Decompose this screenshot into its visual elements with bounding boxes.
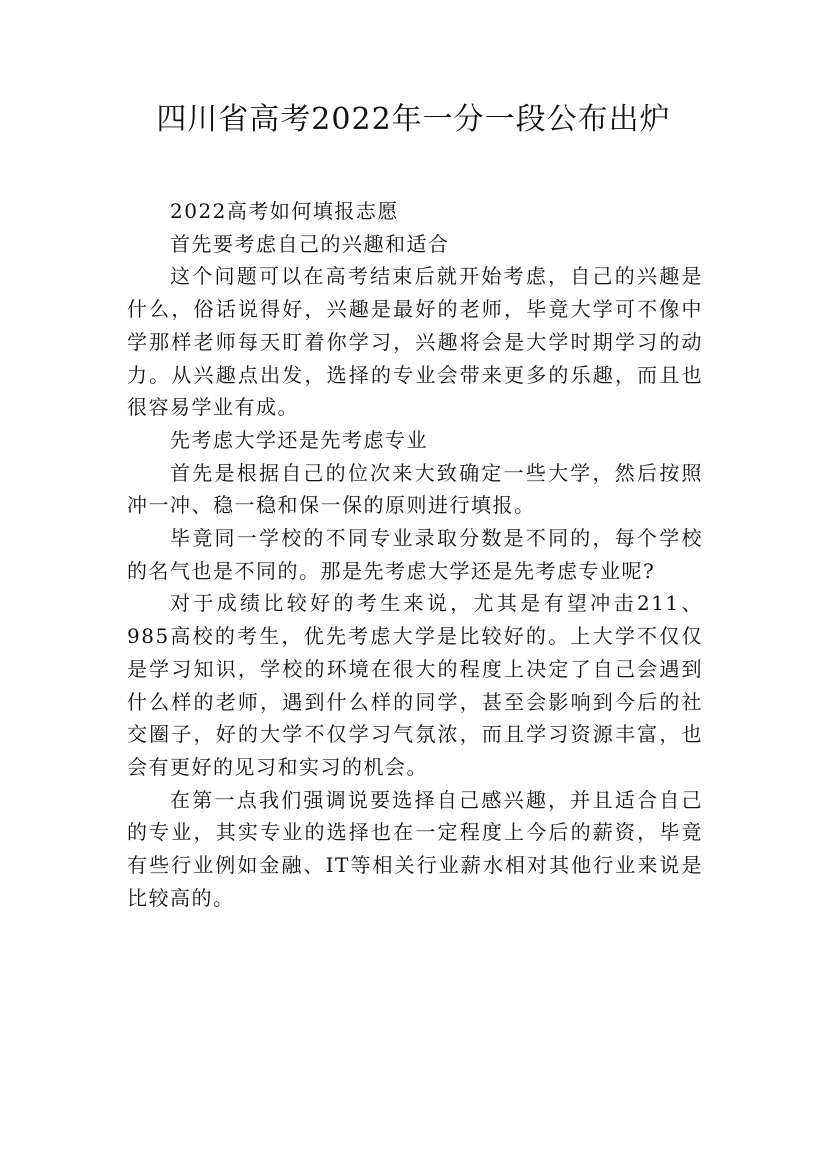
paragraph-heading-how-to-apply: 2022高考如何填报志愿 [170,199,399,223]
paragraph-score-difference-text: 毕竟同一学校的不同专业录取分数是不同的，每个学校的名气也是不同的。那是先考虑大学还是先考虑专业呢? [127,526,703,583]
paragraph-heading-interest: 首先要考虑自己的兴趣和适合 [170,231,450,256]
paragraph-ranking-text: 首先是根据自己的位次来大致确定一些大学，然后按照冲一冲、稳一稳和保一保的原则进行填报。 [127,460,703,518]
document-body [127,195,703,914]
paragraph-salary-text: 在第一点我们强调说要选择自己感兴趣，并且适合自己的专业，其实专业的选择也在一定程度上今后的薪资，毕竟有些行业例如金融、IT等相关行业薪水相对其他行业来说是比较高的。 [127,787,703,910]
paragraph-top-students-text: 对于成绩比较好的考生来说，尤其是有望冲击211、985高校的考生，优先考虑大学是比较好的。上大学不仅仅是学习知识，学校的环境在很大的程度上决定了自己会遇到什么样的老师，遇到什么样的同学，甚至会影响到今后的社交圈子，好的大学不仅学习气氛浓，而且学习资源丰富，也会有更好的见习和实习的机会。 [127,591,703,779]
paragraph-heading-university-or-major: 先考虑大学还是先考虑专业 [170,427,428,452]
document-title: 四川省高考2022年一分一段公布出炉 [156,102,671,137]
paragraph-interest-text: 这个问题可以在高考结束后就开始考虑，自己的兴趣是什么，俗话说得好，兴趣是最好的老师，毕竟大学可不像中学那样老师每天盯着你学习，兴趣将会是大学时期学习的动力。从兴趣点出发，选择的专业会带来更多的乐趣，而且也很容易学业有成。 [127,264,703,420]
